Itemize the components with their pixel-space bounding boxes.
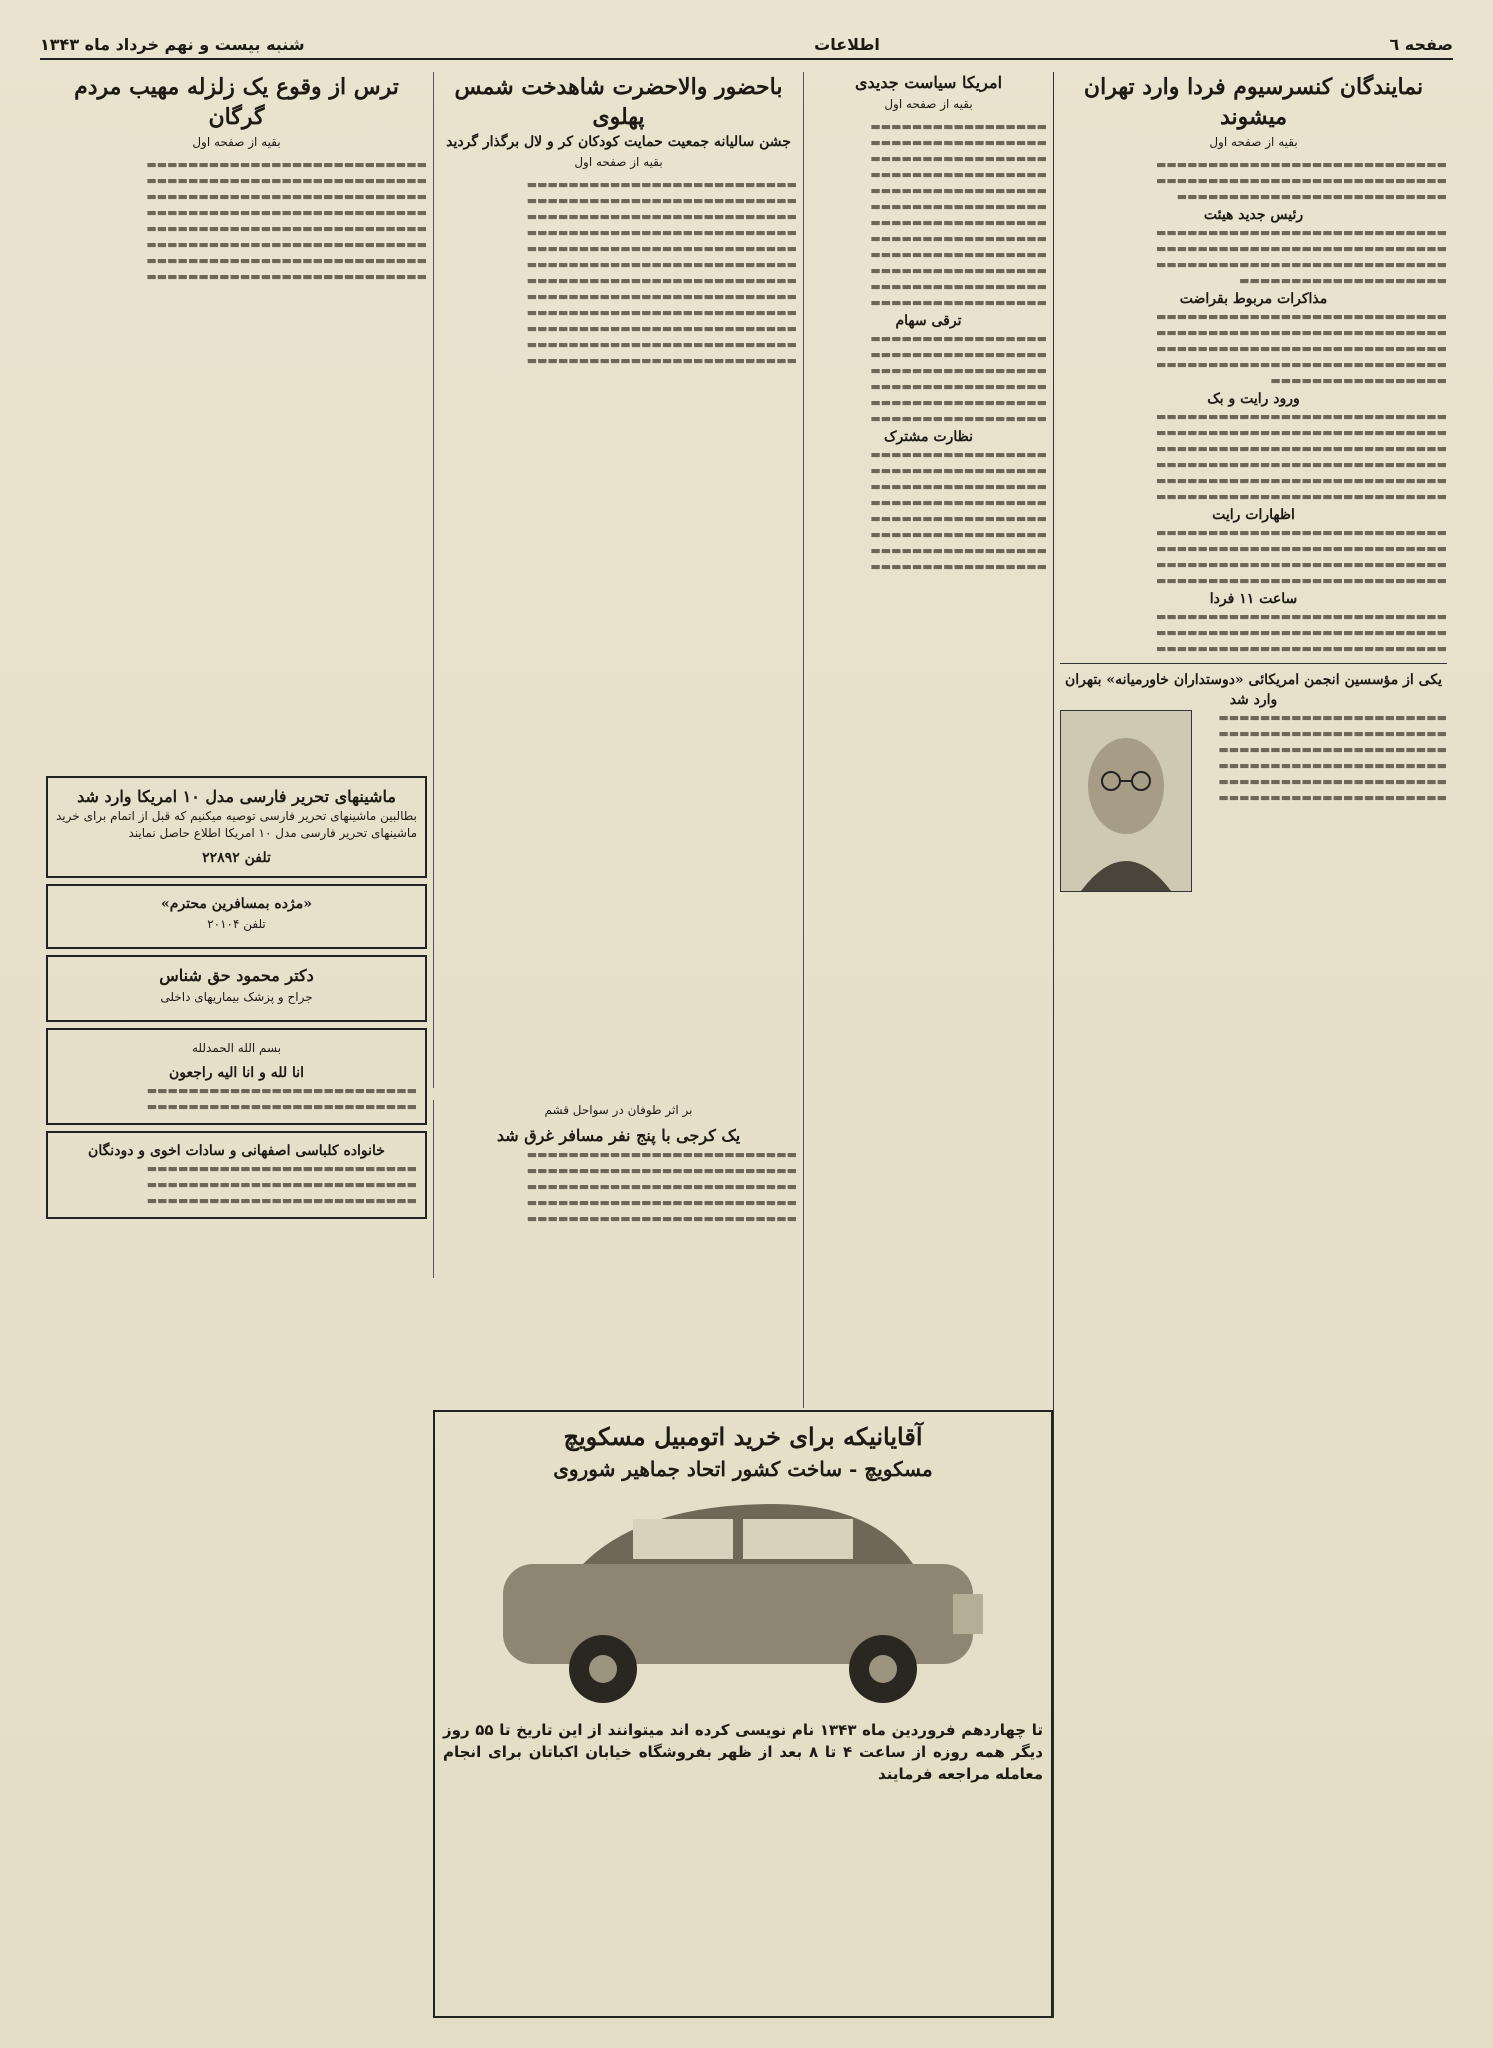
boat-filler: ▬▬▬▬▬▬▬▬▬▬▬▬▬▬▬▬▬▬▬▬▬▬▬▬▬▬ ▬▬▬▬▬▬▬▬▬▬▬▬▬▬▬▬▬▬▬▬▬▬▬▬▬▬ ▬▬▬▬▬▬▬▬▬▬▬▬▬▬▬▬▬▬▬▬▬▬▬▬▬▬ ▬▬▬▬▬▬▬▬▬▬▬▬▬▬▬▬▬▬▬▬▬▬▬▬▬▬ ▬▬▬▬▬▬▬▬▬▬▬▬▬▬▬▬▬▬▬▬▬▬▬▬▬▬ <box>526 1148 797 1225</box>
paper-name: اطلاعات <box>814 34 880 54</box>
col1-filler: ▬▬▬▬▬▬▬▬▬▬▬▬▬▬▬▬▬▬▬▬▬▬▬▬▬▬▬▬ ▬▬▬▬▬▬▬▬▬▬▬▬▬▬▬▬▬▬▬▬▬▬▬▬▬▬▬▬ ▬▬▬▬▬▬▬▬▬▬▬▬▬▬▬▬▬▬▬▬▬▬▬▬▬▬ <box>1155 158 1447 203</box>
date-line: شنبه بیست و نهم خرداد ماه ۱۳۴۳ <box>40 34 305 54</box>
col1-sub5: اظهارات رایت <box>1212 507 1295 523</box>
car-ad <box>433 1410 1053 2018</box>
car-footer: تا چهاردهم فروردین ماه ۱۳۴۳ نام نویسی کرده اند میتوانند از این تاریخ تا ۵۵ روز دیگر همه روزه از ساعت ۴ تا ۸ بعد از ظهر بفروشگاه خیابان اکباتان برای انجام معامله مراجعه فرمایند <box>443 1721 1043 1783</box>
divider <box>1060 663 1447 664</box>
col4-filler: ▬▬▬▬▬▬▬▬▬▬▬▬▬▬▬▬▬▬▬▬▬▬▬▬▬▬▬ ▬▬▬▬▬▬▬▬▬▬▬▬▬▬▬▬▬▬▬▬▬▬▬▬▬▬▬ ▬▬▬▬▬▬▬▬▬▬▬▬▬▬▬▬▬▬▬▬▬▬▬▬▬▬▬ ▬▬▬▬▬▬▬▬▬▬▬▬▬▬▬▬▬▬▬▬▬▬▬▬▬▬▬ ▬▬▬▬▬▬▬▬▬▬▬▬▬▬▬▬▬▬▬▬▬▬▬▬▬▬▬ ▬▬▬▬▬▬▬▬▬▬▬▬▬▬▬▬▬▬▬▬▬▬▬▬▬▬▬ ▬▬▬▬▬▬▬▬▬▬▬▬▬▬▬▬▬▬▬▬▬▬▬▬▬▬▬ ▬▬▬▬▬▬▬▬▬▬▬▬▬▬▬▬▬▬▬▬▬▬▬▬▬▬▬ <box>146 158 427 283</box>
col4-cont: بقیه از صفحه اول <box>192 135 281 149</box>
col1-sub3: ورود رایت و بک <box>1207 391 1300 407</box>
col1-bottom-headline: یکی از مؤسسین انجمن امریکائی «دوستداران خاورمیانه» بتهران وارد شد <box>1065 672 1442 708</box>
ads-left <box>40 770 433 2018</box>
col2-sub1: ترقی سهام <box>895 313 962 329</box>
condolence1-title: انا لله و انا الیه راجعون <box>168 1065 305 1081</box>
masthead <box>40 30 1453 60</box>
col1-filler: ▬▬▬▬▬▬▬▬▬▬▬▬▬▬▬▬▬▬▬▬▬▬▬▬▬▬▬▬ ▬▬▬▬▬▬▬▬▬▬▬▬▬▬▬▬▬▬▬▬▬▬▬▬▬▬▬▬ ▬▬▬▬▬▬▬▬▬▬▬▬▬▬▬▬▬▬▬▬▬▬▬▬▬▬▬▬ ▬▬▬▬▬▬▬▬▬▬▬▬▬▬▬▬▬▬▬▬ <box>1155 226 1447 287</box>
col3-filler: ▬▬▬▬▬▬▬▬▬▬▬▬▬▬▬▬▬▬▬▬▬▬▬▬▬▬ ▬▬▬▬▬▬▬▬▬▬▬▬▬▬▬▬▬▬▬▬▬▬▬▬▬▬ ▬▬▬▬▬▬▬▬▬▬▬▬▬▬▬▬▬▬▬▬▬▬▬▬▬▬ ▬▬▬▬▬▬▬▬▬▬▬▬▬▬▬▬▬▬▬▬▬▬▬▬▬▬ ▬▬▬▬▬▬▬▬▬▬▬▬▬▬▬▬▬▬▬▬▬▬▬▬▬▬ ▬▬▬▬▬▬▬▬▬▬▬▬▬▬▬▬▬▬▬▬▬▬▬▬▬▬ ▬▬▬▬▬▬▬▬▬▬▬▬▬▬▬▬▬▬▬▬▬▬▬▬▬▬ ▬▬▬▬▬▬▬▬▬▬▬▬▬▬▬▬▬▬▬▬▬▬▬▬▬▬ ▬▬▬▬▬▬▬▬▬▬▬▬▬▬▬▬▬▬▬▬▬▬▬▬▬▬ ▬▬▬▬▬▬▬▬▬▬▬▬▬▬▬▬▬▬▬▬▬▬▬▬▬▬ ▬▬▬▬▬▬▬▬▬▬▬▬▬▬▬▬▬▬▬▬▬▬▬▬▬▬ ▬▬▬▬▬▬▬▬▬▬▬▬▬▬▬▬▬▬▬▬▬▬▬▬▬▬ <box>526 178 797 367</box>
column-2 <box>803 72 1053 1408</box>
col1-cont: بقیه از صفحه اول <box>1209 135 1298 149</box>
boat-sub: بر اثر طوفان در سواحل قشم <box>544 1103 693 1117</box>
col2-sub2: نظارت مشترک <box>884 429 973 445</box>
typewriter-body: بطالبین ماشینهای تحریر فارسی توصیه میکنیم که قبل از اتمام برای خرید ماشینهای تحریر فارسی مدل ۱۰ امریکا اطلاع حاصل نمایند <box>56 809 417 840</box>
condolence-filler: ▬▬▬▬▬▬▬▬▬▬▬▬▬▬▬▬▬▬▬▬▬▬▬▬▬▬ ▬▬▬▬▬▬▬▬▬▬▬▬▬▬▬▬▬▬▬▬▬▬▬▬▬▬ <box>146 1084 417 1113</box>
col2-filler: ▬▬▬▬▬▬▬▬▬▬▬▬▬▬▬▬▬ ▬▬▬▬▬▬▬▬▬▬▬▬▬▬▬▬▬ ▬▬▬▬▬▬▬▬▬▬▬▬▬▬▬▬▬ ▬▬▬▬▬▬▬▬▬▬▬▬▬▬▬▬▬ ▬▬▬▬▬▬▬▬▬▬▬▬▬▬▬▬▬ ▬▬▬▬▬▬▬▬▬▬▬▬▬▬▬▬▬ <box>870 332 1047 425</box>
page-label: صفحه ٦ <box>1389 34 1453 54</box>
col2-filler: ▬▬▬▬▬▬▬▬▬▬▬▬▬▬▬▬▬ ▬▬▬▬▬▬▬▬▬▬▬▬▬▬▬▬▬ ▬▬▬▬▬▬▬▬▬▬▬▬▬▬▬▬▬ ▬▬▬▬▬▬▬▬▬▬▬▬▬▬▬▬▬ ▬▬▬▬▬▬▬▬▬▬▬▬▬▬▬▬▬ ▬▬▬▬▬▬▬▬▬▬▬▬▬▬▬▬▬ ▬▬▬▬▬▬▬▬▬▬▬▬▬▬▬▬▬ ▬▬▬▬▬▬▬▬▬▬▬▬▬▬▬▬▬ ▬▬▬▬▬▬▬▬▬▬▬▬▬▬▬▬▬ ▬▬▬▬▬▬▬▬▬▬▬▬▬▬▬▬▬ ▬▬▬▬▬▬▬▬▬▬▬▬▬▬▬▬▬ ▬▬▬▬▬▬▬▬▬▬▬▬▬▬▬▬▬ <box>870 120 1047 309</box>
col1-headline: نمایندگان کنسرسیوم فردا وارد تهران میشوند <box>1083 74 1424 130</box>
col2-cont: بقیه از صفحه اول <box>884 97 973 111</box>
col1-sub1: رئیس جدید هیئت <box>1203 207 1304 223</box>
col1-filler: ▬▬▬▬▬▬▬▬▬▬▬▬▬▬▬▬▬▬▬▬▬▬▬▬▬▬▬▬ ▬▬▬▬▬▬▬▬▬▬▬▬▬▬▬▬▬▬▬▬▬▬▬▬▬▬▬▬ ▬▬▬▬▬▬▬▬▬▬▬▬▬▬▬▬▬▬▬▬▬▬▬▬▬▬▬▬ ▬▬▬▬▬▬▬▬▬▬▬▬▬▬▬▬▬▬▬▬▬▬▬▬▬▬▬▬ ▬▬▬▬▬▬▬▬▬▬▬▬▬▬▬▬▬▬▬▬▬▬▬▬▬▬▬▬ ▬▬▬▬▬▬▬▬▬▬▬▬▬▬▬▬▬▬▬▬▬▬▬▬▬▬▬▬ <box>1155 410 1447 503</box>
portrait-photo <box>1060 710 1192 892</box>
col3-headline: باحضور والاحضرت شاهدخت شمس پهلوی <box>454 74 783 130</box>
col1-sub2: مذاکرات مربوط بقراضت <box>1179 291 1328 307</box>
travel-title: «مژده بمسافرین محترم» <box>161 896 312 912</box>
boat-news <box>433 1100 803 1278</box>
col3-cont: بقیه از صفحه اول <box>574 155 663 169</box>
col1-filler: ▬▬▬▬▬▬▬▬▬▬▬▬▬▬▬▬▬▬▬▬▬▬ ▬▬▬▬▬▬▬▬▬▬▬▬▬▬▬▬▬▬▬▬▬▬ ▬▬▬▬▬▬▬▬▬▬▬▬▬▬▬▬▬▬▬▬▬▬ ▬▬▬▬▬▬▬▬▬▬▬▬▬▬▬▬▬▬▬▬▬▬ ▬▬▬▬▬▬▬▬▬▬▬▬▬▬▬▬▬▬▬▬▬▬ ▬▬▬▬▬▬▬▬▬▬▬▬▬▬▬▬▬▬▬▬▬▬ <box>1218 711 1447 804</box>
condolence1-head: بسم الله الحمدلله <box>191 1041 282 1055</box>
col2-filler: ▬▬▬▬▬▬▬▬▬▬▬▬▬▬▬▬▬ ▬▬▬▬▬▬▬▬▬▬▬▬▬▬▬▬▬ ▬▬▬▬▬▬▬▬▬▬▬▬▬▬▬▬▬ ▬▬▬▬▬▬▬▬▬▬▬▬▬▬▬▬▬ ▬▬▬▬▬▬▬▬▬▬▬▬▬▬▬▬▬ ▬▬▬▬▬▬▬▬▬▬▬▬▬▬▬▬▬ ▬▬▬▬▬▬▬▬▬▬▬▬▬▬▬▬▬ ▬▬▬▬▬▬▬▬▬▬▬▬▬▬▬▬▬ <box>870 448 1047 573</box>
condolence2-head: خانواده کلباسی اصفهانی و سادات اخوی و دودنگان <box>88 1143 385 1159</box>
condolence-ad-1 <box>46 1028 427 1125</box>
col1-filler: ▬▬▬▬▬▬▬▬▬▬▬▬▬▬▬▬▬▬▬▬▬▬▬▬▬▬▬▬ ▬▬▬▬▬▬▬▬▬▬▬▬▬▬▬▬▬▬▬▬▬▬▬▬▬▬▬▬ ▬▬▬▬▬▬▬▬▬▬▬▬▬▬▬▬▬▬▬▬▬▬▬▬▬▬▬▬ ▬▬▬▬▬▬▬▬▬▬▬▬▬▬▬▬▬▬▬▬▬▬▬▬▬▬▬▬ ▬▬▬▬▬▬▬▬▬▬▬▬▬▬▬▬▬ <box>1155 310 1447 387</box>
col4-headline: ترس از وقوع یک زلزله مهیب مردم گرگان <box>74 74 399 130</box>
car-headline: آقایانیکه برای خرید اتومبیل مسکویچ <box>563 1422 923 1451</box>
typewriter-ad <box>46 776 427 878</box>
typewriter-title: ماشینهای تحریر فارسی مدل ۱۰ امریکا وارد شد <box>77 787 396 806</box>
car-illustration <box>443 1484 1043 1714</box>
column-3 <box>433 72 803 1088</box>
condolence-filler: ▬▬▬▬▬▬▬▬▬▬▬▬▬▬▬▬▬▬▬▬▬▬▬▬▬▬ ▬▬▬▬▬▬▬▬▬▬▬▬▬▬▬▬▬▬▬▬▬▬▬▬▬▬ ▬▬▬▬▬▬▬▬▬▬▬▬▬▬▬▬▬▬▬▬▬▬▬▬▬▬ <box>146 1162 417 1207</box>
doctor-name: دکتر محمود حق شناس <box>159 966 314 985</box>
doctor-ad <box>46 955 427 1022</box>
condolence-ad-2 <box>46 1131 427 1219</box>
col3-sub: جشن سالیانه جمعیت حمایت کودکان کر و لال برگذار گردید <box>446 134 791 150</box>
col1-sub4: ساعت ۱۱ فردا <box>1209 591 1298 607</box>
travel-phone: تلفن ۲۰۱۰۴ <box>207 917 266 931</box>
boat-headline: یک کرجی با پنج نفر مسافر غرق شد <box>496 1126 741 1145</box>
column-1 <box>1053 72 1453 2018</box>
col2-headline: امریکا سیاست جدیدی <box>854 73 1003 92</box>
doctor-spec: جراح و پزشک بیماریهای داخلی <box>160 990 313 1004</box>
travel-ad <box>46 884 427 949</box>
col1-filler: ▬▬▬▬▬▬▬▬▬▬▬▬▬▬▬▬▬▬▬▬▬▬▬▬▬▬▬▬ ▬▬▬▬▬▬▬▬▬▬▬▬▬▬▬▬▬▬▬▬▬▬▬▬▬▬▬▬ ▬▬▬▬▬▬▬▬▬▬▬▬▬▬▬▬▬▬▬▬▬▬▬▬▬▬▬▬ <box>1155 610 1447 655</box>
typewriter-phone: تلفن ۲۲۸۹۲ <box>202 850 271 866</box>
col1-filler: ▬▬▬▬▬▬▬▬▬▬▬▬▬▬▬▬▬▬▬▬▬▬▬▬▬▬▬▬ ▬▬▬▬▬▬▬▬▬▬▬▬▬▬▬▬▬▬▬▬▬▬▬▬▬▬▬▬ ▬▬▬▬▬▬▬▬▬▬▬▬▬▬▬▬▬▬▬▬▬▬▬▬▬▬▬▬ ▬▬▬▬▬▬▬▬▬▬▬▬▬▬▬▬▬▬▬▬▬▬▬▬▬▬▬▬ <box>1155 526 1447 587</box>
column-4 <box>40 72 433 758</box>
car-sub: مسکویچ - ساخت کشور اتحاد جماهیر شوروی <box>553 1457 933 1481</box>
